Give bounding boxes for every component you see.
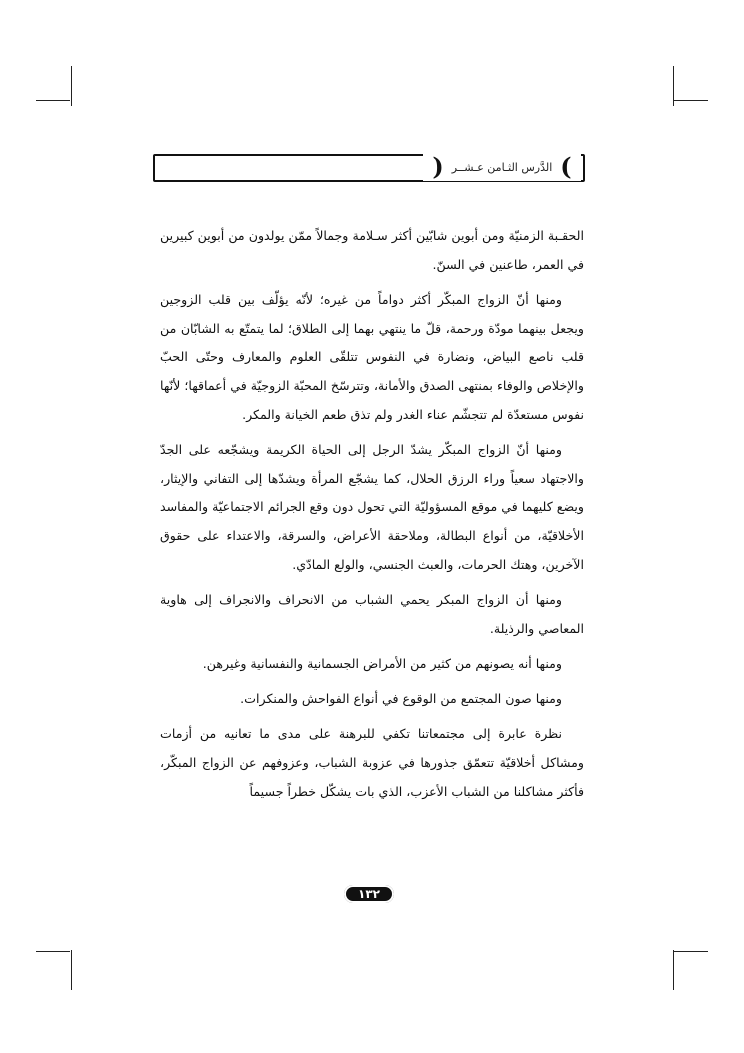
paragraph-1: الحقـبة الزمنيّة ومن أبوين شابّين أكثر سـلامة وجمالاً ممّن يولدون من أبوين كبيرين في العمر، طاعنين في السنّ.	[160, 228, 584, 272]
right-bracket-icon: )	[432, 152, 444, 181]
paragraph-6: ومنها صون المجتمع من الوقوع في أنواع الفواحش والمنكرات.	[240, 691, 562, 707]
page-number: ١٣٢	[344, 885, 394, 903]
paragraph-7: نظرة عابرة إلى مجتمعاتنا تكفي للبرهنة على مدى ما تعانيه من أزمات ومشاكل أخلاقيّة تتعمّق جذورها في عزوبة الشباب، وعزوفهم عن الزواج المبكّر، فأكثر مشاكلنا من الشباب الأعزب، الذي بات يشكّل خطراً جسيماً	[160, 726, 584, 799]
header-title: الدَّرس الثـامن عـشــر	[451, 160, 553, 174]
crop-mark-bottom-left-horizontal	[36, 951, 70, 952]
crop-mark-bottom-right-vertical	[673, 950, 674, 990]
paragraph-4: ومنها أن الزواج المبكر يحمي الشباب من الانحراف والانجراف إلى هاوية المعاصي والرذيلة.	[160, 591, 584, 636]
running-header	[153, 154, 583, 180]
page-body	[160, 222, 584, 813]
crop-mark-top-right-horizontal	[674, 100, 708, 101]
left-bracket-icon: (	[560, 152, 572, 181]
paragraph-5: ومنها أنه يصونهم من كثير من الأمراض الجسمانية والنفسانية وغيرهن.	[202, 655, 562, 671]
crop-mark-bottom-left-vertical	[71, 950, 72, 990]
header-title-box	[423, 153, 581, 181]
crop-mark-bottom-right-horizontal	[674, 951, 708, 952]
crop-mark-top-left-vertical	[71, 66, 72, 106]
paragraph-2: ومنها أنّ الزواج المبكّر أكثر دواماً من غيره؛ لأنّه يؤلّف بين قلب الزوجين ويجعل بينهما مودّة ورحمة، قلّ ما ينتهي بهما إلى الطلاق؛ لما يتمتّع به الشابّان من قلب ناصع البياض، ونضارة في النفوس تتلقّى العلوم والمعارف وحتّى الحبّ والإخلاص والوفاء بمنتهى الصدق والأمانة، وتترسّخ المحبّة الزوجيّة في أعماقها؛ لأنّها نفوس مستعدّة لم تتجشّم عناء الغدر ولم تذق طعم الخيانة والمكر.	[160, 291, 584, 422]
paragraph-3: ومنها أنّ الزواج المبكّر يشدّ الرجل إلى الحياة الكريمة ويشجّعه على الجدّ والاجتهاد سعياً وراء الرزق الحلال، كما يشجّع المرأة ويشدّها إلى التفاني والإيثار، ويضع كليهما في موقع المسؤوليّة التي تحول دون وقع الجرائم الاجتماعيّة والمفاسد الأخلاقيّة، من أنواع البطالة، وملاحقة الأعراض، والسرقة، والاعتداء على حقوق الآخرين، وهتك الحرمات، والعبث الجنسي، والولع المادّي.	[160, 441, 584, 572]
crop-mark-top-left-horizontal	[36, 100, 70, 101]
page-number-badge	[336, 883, 402, 905]
